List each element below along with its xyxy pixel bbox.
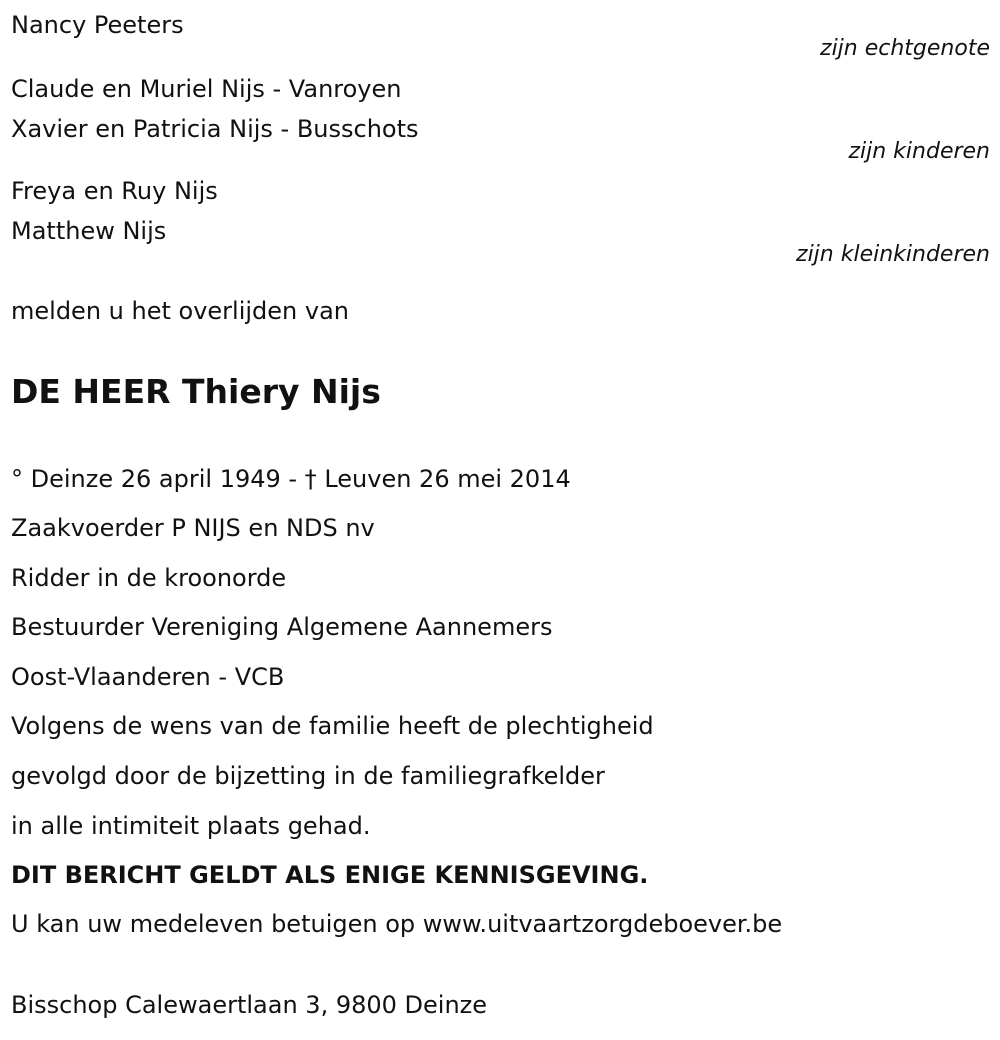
grandchildren-role: zijn kleinkinderen <box>796 242 990 267</box>
grandchild-name-1: Freya en Ruy Nijs <box>11 177 218 205</box>
detail-line: Ridder in de kroonorde <box>11 564 287 592</box>
child-name-1: Claude en Muriel Nijs - Vanroyen <box>11 75 402 103</box>
address-line: Bisschop Calewaertlaan 3, 9800 Deinze <box>11 991 488 1019</box>
spouse-name: Nancy Peeters <box>11 11 184 39</box>
birth-death-dates: ° Deinze 26 april 1949 - † Leuven 26 mei 2014 <box>11 465 571 493</box>
detail-line: Volgens de wens van de familie heeft de plechtigheid <box>11 712 654 740</box>
detail-line: Zaakvoerder P NIJS en NDS nv <box>11 514 375 542</box>
spouse-role: zijn echtgenote <box>820 36 990 61</box>
detail-line: in alle intimiteit plaats gehad. <box>11 812 371 840</box>
detail-line: Oost-Vlaanderen - VCB <box>11 663 285 691</box>
grandchild-name-2: Matthew Nijs <box>11 217 167 245</box>
children-role: zijn kinderen <box>848 139 990 164</box>
notice-statement: DIT BERICHT GELDT ALS ENIGE KENNISGEVING. <box>11 861 649 889</box>
announcement-intro: melden u het overlijden van <box>11 297 349 325</box>
detail-line: gevolgd door de bijzetting in de familiegrafkelder <box>11 762 605 790</box>
condolence-line: U kan uw medeleven betuigen op www.uitvaartzorgdeboever.be <box>11 910 783 938</box>
child-name-2: Xavier en Patricia Nijs - Busschots <box>11 115 419 143</box>
deceased-name: DE HEER Thiery Nijs <box>11 372 381 411</box>
detail-line: Bestuurder Vereniging Algemene Aannemers <box>11 613 553 641</box>
